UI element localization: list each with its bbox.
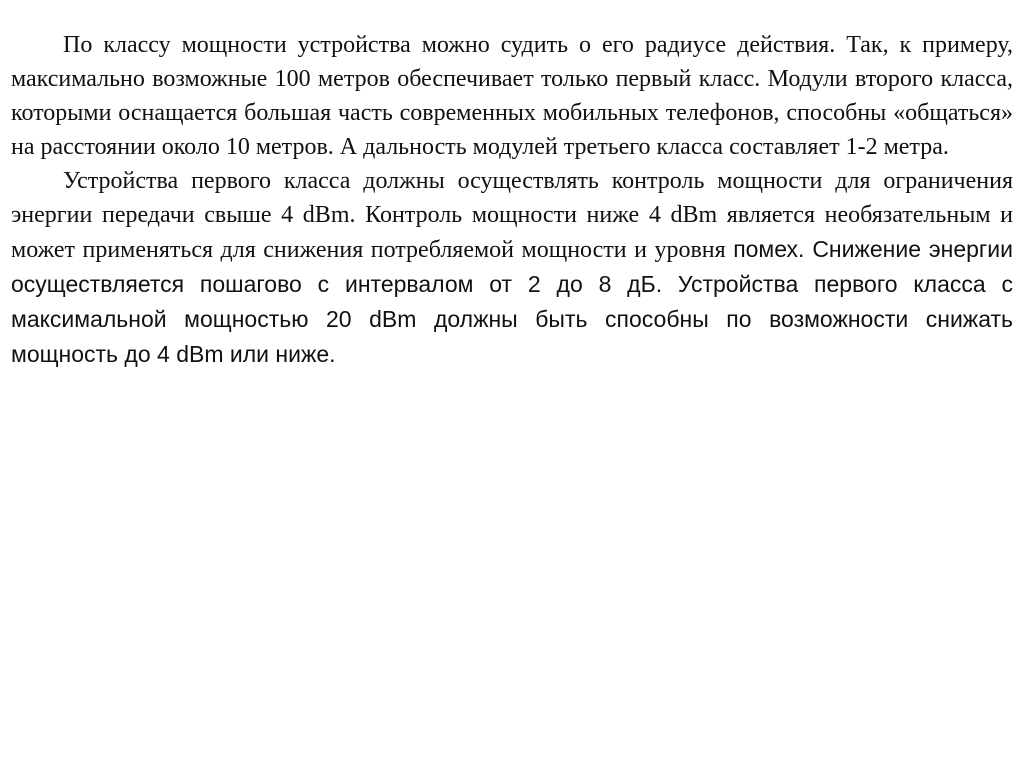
paragraph-power-control-serif-text: Устройства первого класса должны осуществлять контроль мощности для ограничения энергии передачи свыше 4 dBm. Контроль мощности ниже 4 dBm является необязательным и может применяться для снижения потребляемой мощности и уровня (11, 168, 1013, 263)
paragraph-power-class-range: По классу мощности устройства можно судить о его радиусе действия. Так, к примеру, максимально возможные 100 метров обеспечивает только первый класс. Модули второго класса, которыми оснащается большая часть современных мобильных телефонов, способны «общаться» на расстоянии около 10 метров. А дальность модулей третьего класса составляет 1-2 метра. (11, 32, 1013, 160)
paragraph-power-control-sans-text: помех. Снижение энергии осуществляется пошагово с интервалом от 2 до 8 дБ. Устройства первого класса с максимальной мощностью 20 dBm должны быть способны по возможности снижать мощность до 4 dBm или ниже. (11, 236, 1013, 367)
paragraph-power-control (11, 164, 1013, 372)
slide-content (11, 28, 1013, 372)
